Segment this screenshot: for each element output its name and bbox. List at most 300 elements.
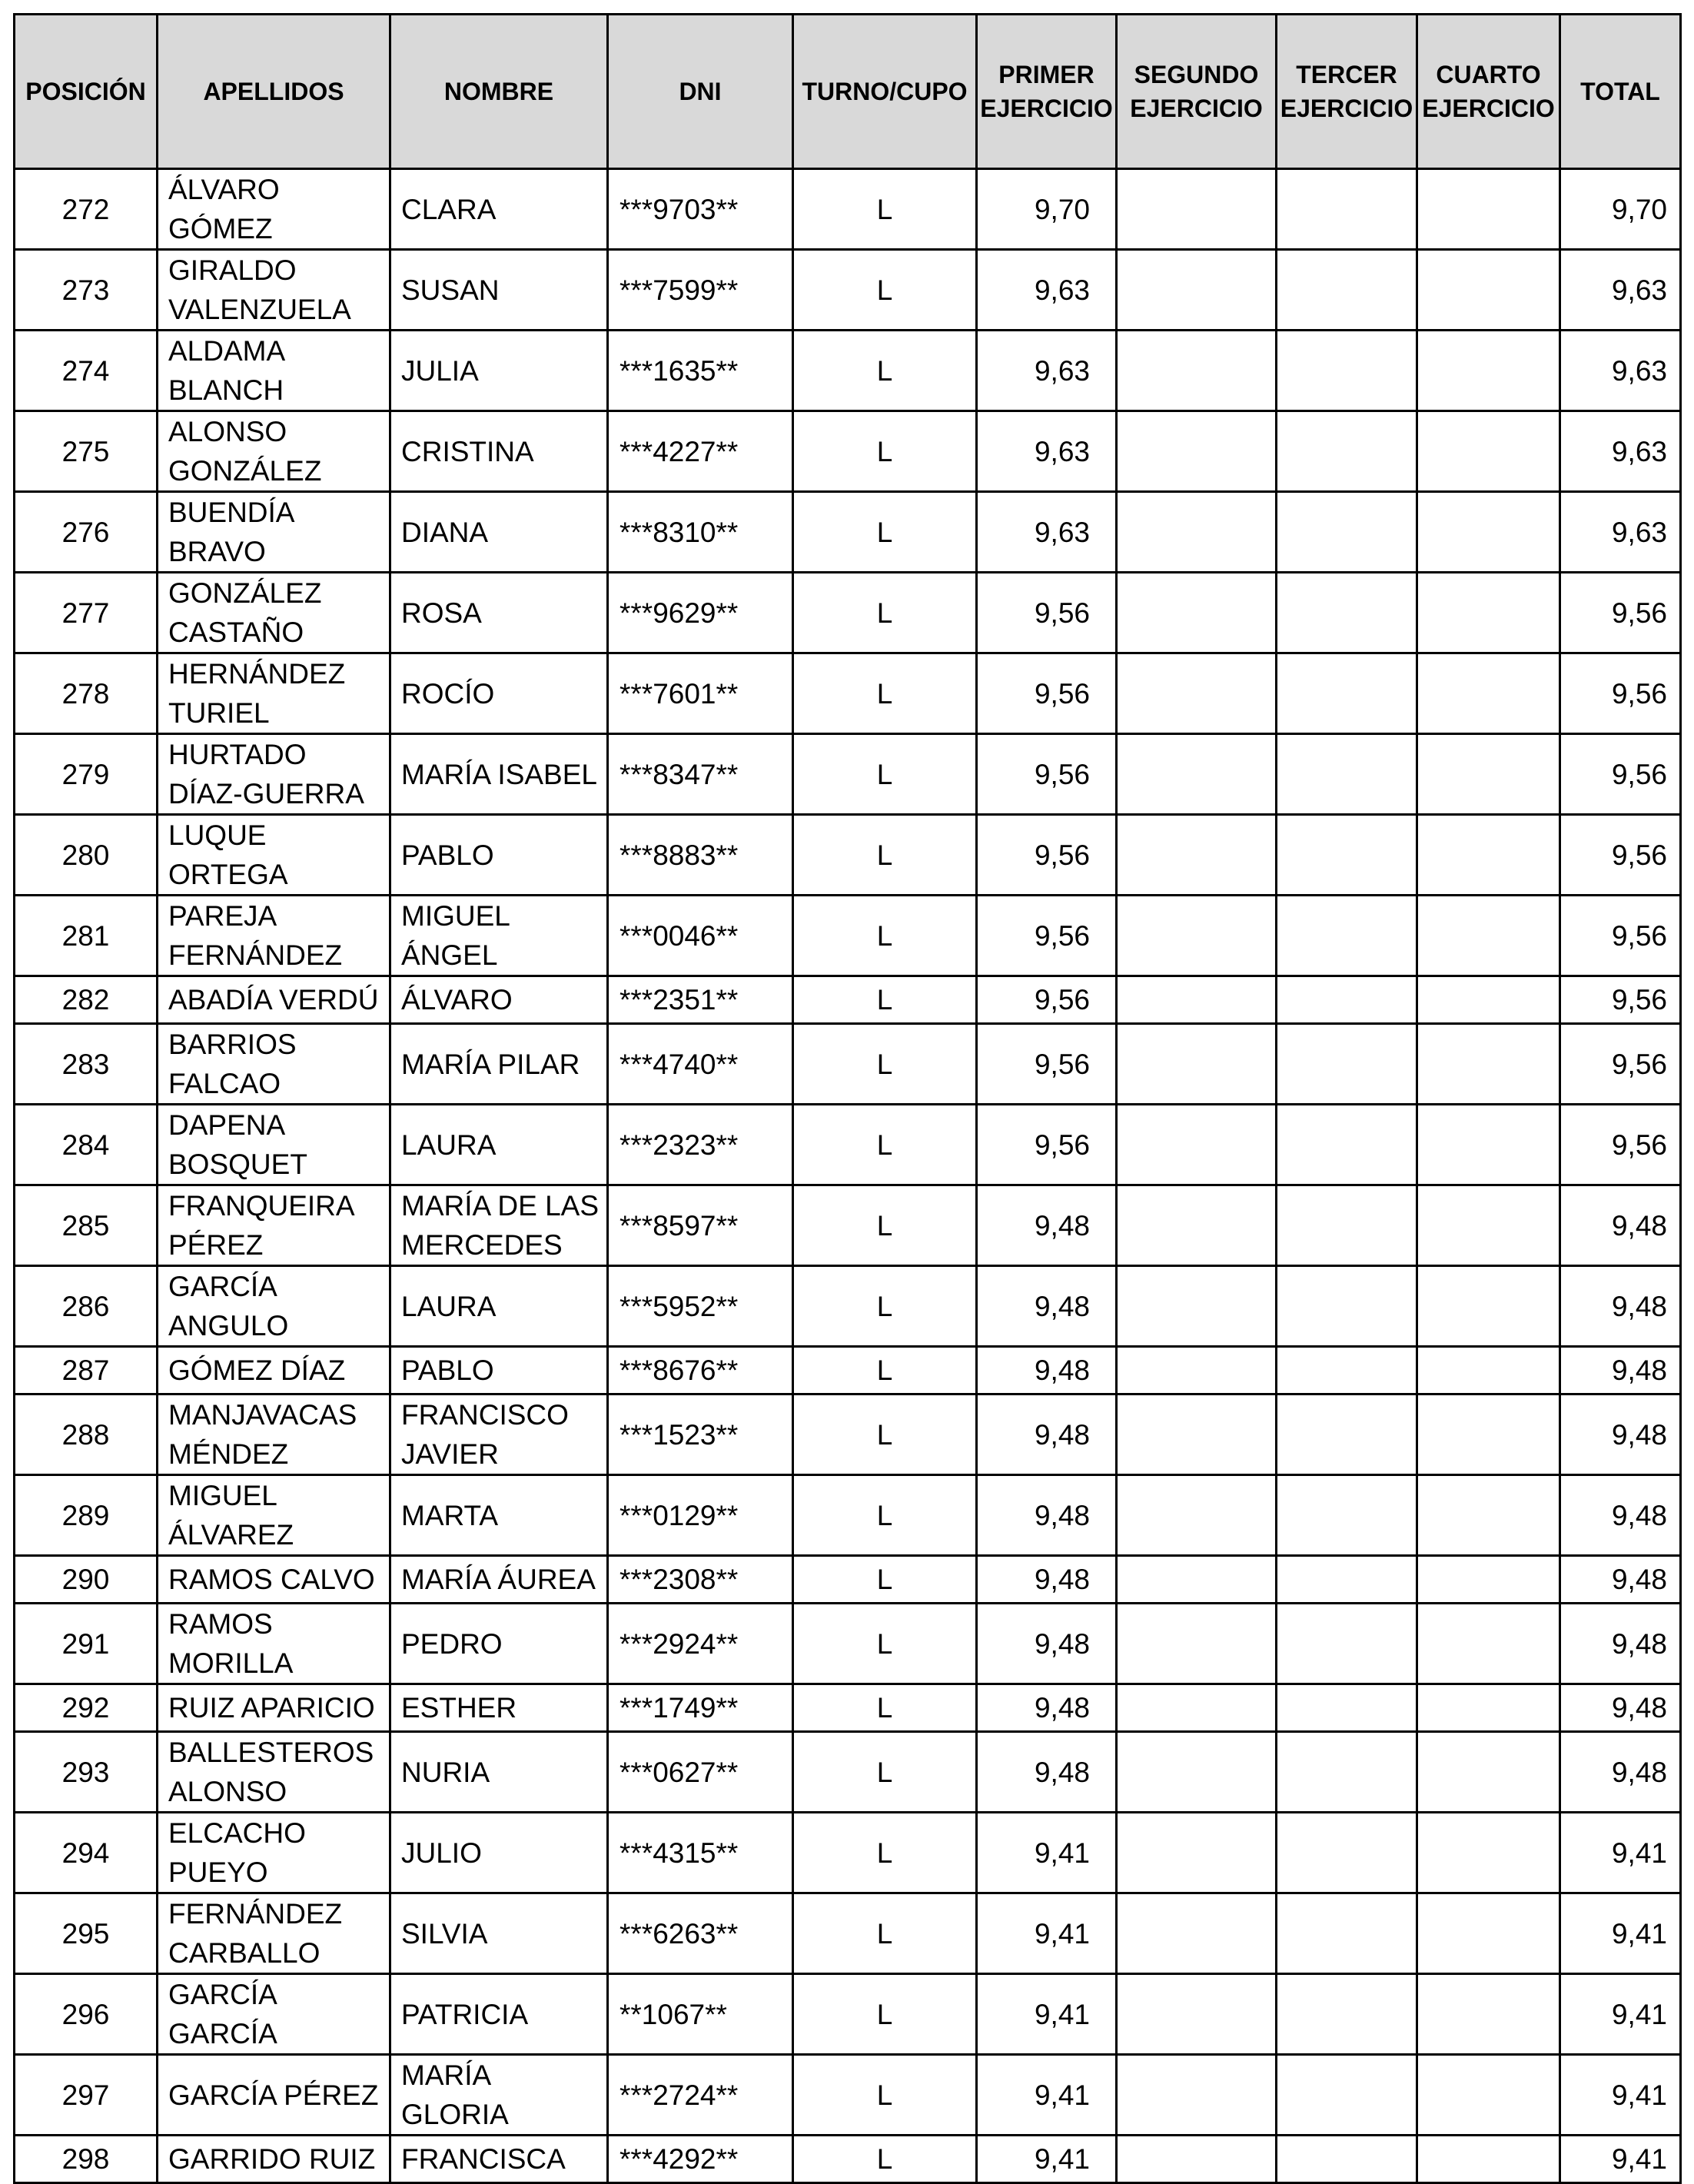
cell-nombre [390, 250, 608, 331]
cell-posicion: 298 [15, 2136, 158, 2183]
cell-total: 9,41 [1560, 1974, 1681, 2055]
cell-posicion: 282 [15, 976, 158, 1024]
cell-apellidos-line: GARCÍA PÉREZ [168, 2079, 379, 2111]
cell-total: 9,56 [1560, 734, 1681, 815]
cell-posicion: 297 [15, 2055, 158, 2136]
cell-cuarto-ejercicio [1417, 1813, 1560, 1893]
cell-posicion: 295 [15, 1893, 158, 1974]
cell-segundo-ejercicio [1117, 815, 1277, 896]
cell-tercer-ejercicio [1277, 2055, 1417, 2136]
cell-posicion: 278 [15, 653, 158, 734]
cell-cuarto-ejercicio [1417, 250, 1560, 331]
table-row [15, 1974, 1681, 2055]
cell-apellidos-line: PÉREZ [168, 1229, 264, 1261]
cell-tercer-ejercicio [1277, 1266, 1417, 1347]
cell-segundo-ejercicio [1117, 1347, 1277, 1395]
cell-dni: ***1635** [608, 331, 793, 411]
header-dni: DNI [608, 15, 793, 169]
cell-apellidos-line: ALONSO [168, 416, 287, 447]
cell-apellidos [158, 492, 390, 573]
cell-posicion: 290 [15, 1556, 158, 1604]
cell-nombre [390, 1266, 608, 1347]
cell-nombre [390, 976, 608, 1024]
cell-apellidos-line: CASTAÑO [168, 617, 304, 648]
cell-posicion: 276 [15, 492, 158, 573]
cell-turno-cupo: L [793, 1893, 977, 1974]
header-turno-cupo: TURNO/CUPO [793, 15, 977, 169]
cell-apellidos-line: RUIZ APARICIO [168, 1692, 375, 1724]
cell-apellidos [158, 1347, 390, 1395]
cell-tercer-ejercicio [1277, 1105, 1417, 1185]
cell-apellidos [158, 2055, 390, 2136]
table-row [15, 1556, 1681, 1604]
cell-segundo-ejercicio [1117, 1475, 1277, 1556]
cell-turno-cupo: L [793, 573, 977, 653]
cell-apellidos-line: BLANCH [168, 374, 284, 406]
cell-tercer-ejercicio [1277, 169, 1417, 250]
cell-apellidos [158, 1266, 390, 1347]
cell-dni: ***9629** [608, 573, 793, 653]
cell-apellidos-line: RAMOS CALVO [168, 1564, 375, 1595]
cell-apellidos [158, 169, 390, 250]
cell-apellidos-line: MORILLA [168, 1647, 294, 1679]
cell-apellidos [158, 1475, 390, 1556]
cell-turno-cupo: L [793, 169, 977, 250]
cell-total: 9,48 [1560, 1732, 1681, 1813]
cell-tercer-ejercicio [1277, 250, 1417, 331]
cell-total: 9,48 [1560, 1684, 1681, 1732]
cell-tercer-ejercicio [1277, 1347, 1417, 1395]
cell-primer-ejercicio: 9,41 [977, 1813, 1117, 1893]
cell-total: 9,48 [1560, 1395, 1681, 1475]
cell-posicion: 277 [15, 573, 158, 653]
cell-primer-ejercicio: 9,48 [977, 1556, 1117, 1604]
cell-nombre-line: ÁNGEL [401, 939, 498, 971]
cell-apellidos [158, 1974, 390, 2055]
table-row [15, 976, 1681, 1024]
cell-turno-cupo: L [793, 734, 977, 815]
cell-apellidos-line: LUQUE ORTEGA [168, 819, 288, 890]
cell-cuarto-ejercicio [1417, 1347, 1560, 1395]
cell-dni: ***9703** [608, 169, 793, 250]
cell-apellidos [158, 1732, 390, 1813]
cell-total: 9,63 [1560, 492, 1681, 573]
cell-apellidos-line: FALCAO [168, 1068, 281, 1099]
cell-apellidos-line: FERNÁNDEZ [168, 939, 343, 971]
cell-primer-ejercicio: 9,56 [977, 976, 1117, 1024]
cell-cuarto-ejercicio [1417, 1556, 1560, 1604]
cell-nombre [390, 1475, 608, 1556]
cell-apellidos-line: HERNÁNDEZ [168, 658, 346, 690]
table-row [15, 653, 1681, 734]
cell-turno-cupo: L [793, 1475, 977, 1556]
cell-apellidos [158, 1893, 390, 1974]
cell-cuarto-ejercicio [1417, 1974, 1560, 2055]
cell-posicion: 291 [15, 1604, 158, 1684]
cell-tercer-ejercicio [1277, 1395, 1417, 1475]
table-row [15, 331, 1681, 411]
cell-apellidos-line: RAMOS [168, 1608, 273, 1640]
cell-nombre [390, 815, 608, 896]
cell-apellidos [158, 411, 390, 492]
cell-nombre-line: FRANCISCA [401, 2143, 566, 2175]
cell-nombre-line: ROSA [401, 597, 482, 629]
cell-segundo-ejercicio [1117, 411, 1277, 492]
cell-dni: ***4292** [608, 2136, 793, 2183]
cell-apellidos [158, 896, 390, 976]
cell-posicion: 296 [15, 1974, 158, 2055]
cell-nombre [390, 1185, 608, 1266]
header-primer-line: EJERCICIO [980, 95, 1113, 122]
cell-nombre-line: JULIA [401, 354, 479, 387]
cell-apellidos-line: GÓMEZ DÍAZ [168, 1355, 346, 1386]
cell-turno-cupo: L [793, 896, 977, 976]
cell-turno-cupo: L [793, 1395, 977, 1475]
cell-apellidos-line: BARRIOS [168, 1029, 297, 1060]
results-table [13, 13, 1682, 2184]
cell-segundo-ejercicio [1117, 250, 1277, 331]
header-segundo-line: EJERCICIO [1130, 95, 1263, 122]
cell-total: 9,41 [1560, 1813, 1681, 1893]
cell-apellidos-line: CARBALLO [168, 1937, 321, 1969]
cell-segundo-ejercicio [1117, 1105, 1277, 1185]
cell-cuarto-ejercicio [1417, 1732, 1560, 1813]
cell-apellidos-line: DÍAZ-GUERRA [168, 778, 364, 809]
cell-primer-ejercicio: 9,48 [977, 1347, 1117, 1395]
cell-nombre [390, 2055, 608, 2136]
cell-tercer-ejercicio [1277, 1684, 1417, 1732]
cell-nombre-line: SILVIA [401, 1917, 488, 1950]
cell-turno-cupo: L [793, 492, 977, 573]
table-row [15, 2055, 1681, 2136]
cell-total: 9,41 [1560, 1893, 1681, 1974]
cell-nombre [390, 2136, 608, 2183]
cell-nombre-line: MARÍA ISABEL [401, 758, 597, 790]
cell-turno-cupo: L [793, 1266, 977, 1347]
cell-nombre-line: JULIO [401, 1837, 482, 1869]
table-row [15, 492, 1681, 573]
cell-segundo-ejercicio [1117, 169, 1277, 250]
cell-segundo-ejercicio [1117, 2136, 1277, 2183]
cell-tercer-ejercicio [1277, 1556, 1417, 1604]
cell-posicion: 289 [15, 1475, 158, 1556]
cell-cuarto-ejercicio [1417, 815, 1560, 896]
header-segundo-ejercicio [1117, 15, 1277, 169]
cell-tercer-ejercicio [1277, 976, 1417, 1024]
table-row [15, 1604, 1681, 1684]
cell-apellidos-line: GARCÍA [168, 1271, 277, 1302]
cell-apellidos-line: GÓMEZ [168, 213, 273, 244]
cell-apellidos [158, 653, 390, 734]
cell-posicion: 279 [15, 734, 158, 815]
cell-turno-cupo: L [793, 411, 977, 492]
cell-nombre-line: MERCEDES [401, 1229, 563, 1261]
cell-posicion: 285 [15, 1185, 158, 1266]
cell-dni: ***1523** [608, 1395, 793, 1475]
table-row [15, 1347, 1681, 1395]
cell-nombre [390, 1024, 608, 1105]
cell-posicion: 280 [15, 815, 158, 896]
header-primer-line: PRIMER [998, 61, 1094, 88]
cell-primer-ejercicio: 9,56 [977, 1105, 1117, 1185]
cell-total: 9,56 [1560, 815, 1681, 896]
table-row [15, 1266, 1681, 1347]
cell-cuarto-ejercicio [1417, 1604, 1560, 1684]
cell-turno-cupo: L [793, 1684, 977, 1732]
header-nombre: NOMBRE [390, 15, 608, 169]
cell-nombre-line: MIGUEL [401, 900, 510, 932]
cell-tercer-ejercicio [1277, 815, 1417, 896]
cell-nombre [390, 411, 608, 492]
cell-nombre-line: LAURA [401, 1290, 497, 1322]
cell-total: 9,48 [1560, 1266, 1681, 1347]
cell-apellidos-line: GONZÁLEZ [168, 455, 322, 487]
table-row [15, 1732, 1681, 1813]
cell-dni: ***0129** [608, 1475, 793, 1556]
cell-apellidos [158, 1556, 390, 1604]
cell-total: 9,63 [1560, 331, 1681, 411]
header-segundo-line: SEGUNDO [1134, 61, 1259, 88]
cell-cuarto-ejercicio [1417, 1105, 1560, 1185]
cell-nombre [390, 1556, 608, 1604]
cell-posicion: 281 [15, 896, 158, 976]
header-posicion: POSICIÓN [15, 15, 158, 169]
table-row [15, 815, 1681, 896]
table-row [15, 896, 1681, 976]
cell-dni: ***8347** [608, 734, 793, 815]
cell-nombre-line: CLARA [401, 193, 497, 225]
cell-segundo-ejercicio [1117, 573, 1277, 653]
cell-dni: ***7601** [608, 653, 793, 734]
cell-cuarto-ejercicio [1417, 1684, 1560, 1732]
cell-total: 9,48 [1560, 1604, 1681, 1684]
cell-nombre-line: GLORIA [401, 2099, 509, 2130]
cell-nombre [390, 1813, 608, 1893]
cell-apellidos [158, 573, 390, 653]
cell-apellidos-line: MÉNDEZ [168, 1438, 289, 1470]
cell-primer-ejercicio: 9,63 [977, 250, 1117, 331]
cell-apellidos-line: GONZÁLEZ [168, 577, 322, 609]
cell-dni: ***8310** [608, 492, 793, 573]
cell-posicion: 286 [15, 1266, 158, 1347]
cell-primer-ejercicio: 9,41 [977, 1974, 1117, 2055]
cell-total: 9,41 [1560, 2055, 1681, 2136]
cell-posicion: 272 [15, 169, 158, 250]
cell-nombre-line: LAURA [401, 1129, 497, 1161]
cell-dni: ***8676** [608, 1347, 793, 1395]
cell-cuarto-ejercicio [1417, 573, 1560, 653]
cell-primer-ejercicio: 9,63 [977, 492, 1117, 573]
cell-segundo-ejercicio [1117, 1684, 1277, 1732]
cell-apellidos [158, 976, 390, 1024]
cell-apellidos-line: HURTADO [168, 739, 307, 770]
cell-cuarto-ejercicio [1417, 2055, 1560, 2136]
cell-primer-ejercicio: 9,63 [977, 331, 1117, 411]
cell-total: 9,56 [1560, 573, 1681, 653]
cell-tercer-ejercicio [1277, 734, 1417, 815]
table-row [15, 411, 1681, 492]
cell-apellidos-line: FERNÁNDEZ [168, 1898, 343, 1930]
cell-apellidos-line: PAREJA [168, 900, 277, 932]
cell-apellidos [158, 815, 390, 896]
header-total: TOTAL [1560, 15, 1681, 169]
cell-apellidos-line: VALENZUELA [168, 294, 351, 325]
cell-dni: ***2724** [608, 2055, 793, 2136]
cell-apellidos [158, 1395, 390, 1475]
cell-nombre [390, 1604, 608, 1684]
cell-primer-ejercicio: 9,48 [977, 1732, 1117, 1813]
cell-dni: ***2351** [608, 976, 793, 1024]
cell-cuarto-ejercicio [1417, 492, 1560, 573]
cell-apellidos-line: FRANQUEIRA [168, 1190, 355, 1222]
cell-apellidos [158, 734, 390, 815]
cell-dni: ***7599** [608, 250, 793, 331]
cell-turno-cupo: L [793, 2136, 977, 2183]
header-tercer-ejercicio [1277, 15, 1417, 169]
cell-total: 9,41 [1560, 2136, 1681, 2183]
cell-dni: ***0627** [608, 1732, 793, 1813]
cell-segundo-ejercicio [1117, 976, 1277, 1024]
cell-segundo-ejercicio [1117, 1266, 1277, 1347]
table-row [15, 1684, 1681, 1732]
cell-segundo-ejercicio [1117, 1893, 1277, 1974]
cell-segundo-ejercicio [1117, 1813, 1277, 1893]
cell-cuarto-ejercicio [1417, 411, 1560, 492]
cell-posicion: 293 [15, 1732, 158, 1813]
header-apellidos: APELLIDOS [158, 15, 390, 169]
cell-apellidos-line: ANGULO [168, 1310, 289, 1341]
cell-dni: ***2323** [608, 1105, 793, 1185]
cell-nombre-line: ROCÍO [401, 677, 495, 710]
cell-posicion: 283 [15, 1024, 158, 1105]
cell-nombre [390, 734, 608, 815]
cell-apellidos-line: DAPENA [168, 1109, 286, 1141]
cell-turno-cupo: L [793, 2055, 977, 2136]
cell-nombre-line: PATRICIA [401, 1998, 529, 2030]
cell-nombre-line: MARÍA ÁUREA [401, 1564, 596, 1595]
cell-cuarto-ejercicio [1417, 976, 1560, 1024]
cell-apellidos-line: ÁLVARO [168, 174, 280, 205]
header-tercer-line: EJERCICIO [1280, 95, 1413, 122]
cell-segundo-ejercicio [1117, 331, 1277, 411]
cell-dni: **1067** [608, 1974, 793, 2055]
cell-total: 9,56 [1560, 1105, 1681, 1185]
cell-nombre-line: PABLO [401, 1355, 494, 1386]
cell-turno-cupo: L [793, 1347, 977, 1395]
cell-dni: ***4227** [608, 411, 793, 492]
cell-dni: ***8597** [608, 1185, 793, 1266]
cell-nombre-line: FRANCISCO [401, 1399, 569, 1431]
cell-posicion: 273 [15, 250, 158, 331]
table-row [15, 1395, 1681, 1475]
cell-nombre [390, 331, 608, 411]
cell-nombre [390, 653, 608, 734]
cell-cuarto-ejercicio [1417, 331, 1560, 411]
cell-apellidos-line: PUEYO [168, 1857, 268, 1888]
cell-primer-ejercicio: 9,41 [977, 1893, 1117, 1974]
cell-primer-ejercicio: 9,48 [977, 1475, 1117, 1556]
cell-segundo-ejercicio [1117, 492, 1277, 573]
cell-cuarto-ejercicio [1417, 653, 1560, 734]
cell-nombre-line: CRISTINA [401, 435, 534, 467]
cell-cuarto-ejercicio [1417, 1266, 1560, 1347]
cell-total: 9,56 [1560, 1024, 1681, 1105]
cell-dni: ***2924** [608, 1604, 793, 1684]
cell-apellidos [158, 1105, 390, 1185]
cell-turno-cupo: L [793, 331, 977, 411]
cell-apellidos-line: GARRIDO RUIZ [168, 2143, 376, 2175]
cell-apellidos-line: ALONSO [168, 1776, 287, 1807]
cell-dni: ***5952** [608, 1266, 793, 1347]
cell-apellidos-line: MANJAVACAS [168, 1399, 357, 1431]
cell-segundo-ejercicio [1117, 734, 1277, 815]
cell-segundo-ejercicio [1117, 896, 1277, 976]
cell-dni: ***2308** [608, 1556, 793, 1604]
cell-turno-cupo: L [793, 1604, 977, 1684]
cell-primer-ejercicio: 9,56 [977, 815, 1117, 896]
cell-primer-ejercicio: 9,41 [977, 2136, 1117, 2183]
cell-cuarto-ejercicio [1417, 1395, 1560, 1475]
cell-total: 9,48 [1560, 1185, 1681, 1266]
cell-cuarto-ejercicio [1417, 2136, 1560, 2183]
cell-tercer-ejercicio [1277, 1974, 1417, 2055]
cell-primer-ejercicio: 9,56 [977, 1024, 1117, 1105]
header-cuarto-ejercicio [1417, 15, 1560, 169]
cell-primer-ejercicio: 9,48 [977, 1604, 1117, 1684]
cell-tercer-ejercicio [1277, 411, 1417, 492]
cell-nombre-line: MARÍA PILAR [401, 1048, 580, 1080]
cell-apellidos [158, 1024, 390, 1105]
cell-posicion: 284 [15, 1105, 158, 1185]
cell-posicion: 287 [15, 1347, 158, 1395]
cell-total: 9,63 [1560, 411, 1681, 492]
cell-nombre [390, 1732, 608, 1813]
cell-cuarto-ejercicio [1417, 1475, 1560, 1556]
cell-apellidos [158, 1185, 390, 1266]
cell-segundo-ejercicio [1117, 2055, 1277, 2136]
cell-apellidos-line: ÁLVAREZ [168, 1519, 294, 1551]
cell-posicion: 288 [15, 1395, 158, 1475]
cell-total: 9,48 [1560, 1347, 1681, 1395]
cell-dni: ***4740** [608, 1024, 793, 1105]
table-row [15, 2136, 1681, 2183]
cell-segundo-ejercicio [1117, 1974, 1277, 2055]
cell-nombre [390, 492, 608, 573]
cell-posicion: 294 [15, 1813, 158, 1893]
cell-nombre [390, 1347, 608, 1395]
cell-apellidos-line: BOSQUET [168, 1149, 307, 1180]
cell-turno-cupo: L [793, 1556, 977, 1604]
cell-turno-cupo: L [793, 1732, 977, 1813]
cell-nombre [390, 896, 608, 976]
cell-dni: ***6263** [608, 1893, 793, 1974]
cell-tercer-ejercicio [1277, 2136, 1417, 2183]
cell-segundo-ejercicio [1117, 1604, 1277, 1684]
cell-nombre-line: MARÍA [401, 2059, 492, 2091]
cell-segundo-ejercicio [1117, 1024, 1277, 1105]
cell-tercer-ejercicio [1277, 1475, 1417, 1556]
table-body [15, 169, 1681, 2183]
cell-total: 9,70 [1560, 169, 1681, 250]
cell-total: 9,63 [1560, 250, 1681, 331]
cell-apellidos-line: ELCACHO [168, 1817, 306, 1849]
cell-nombre [390, 1395, 608, 1475]
cell-tercer-ejercicio [1277, 1604, 1417, 1684]
cell-tercer-ejercicio [1277, 1185, 1417, 1266]
cell-posicion: 292 [15, 1684, 158, 1732]
cell-apellidos-line: BALLESTEROS [168, 1737, 374, 1768]
table-row [15, 1024, 1681, 1105]
